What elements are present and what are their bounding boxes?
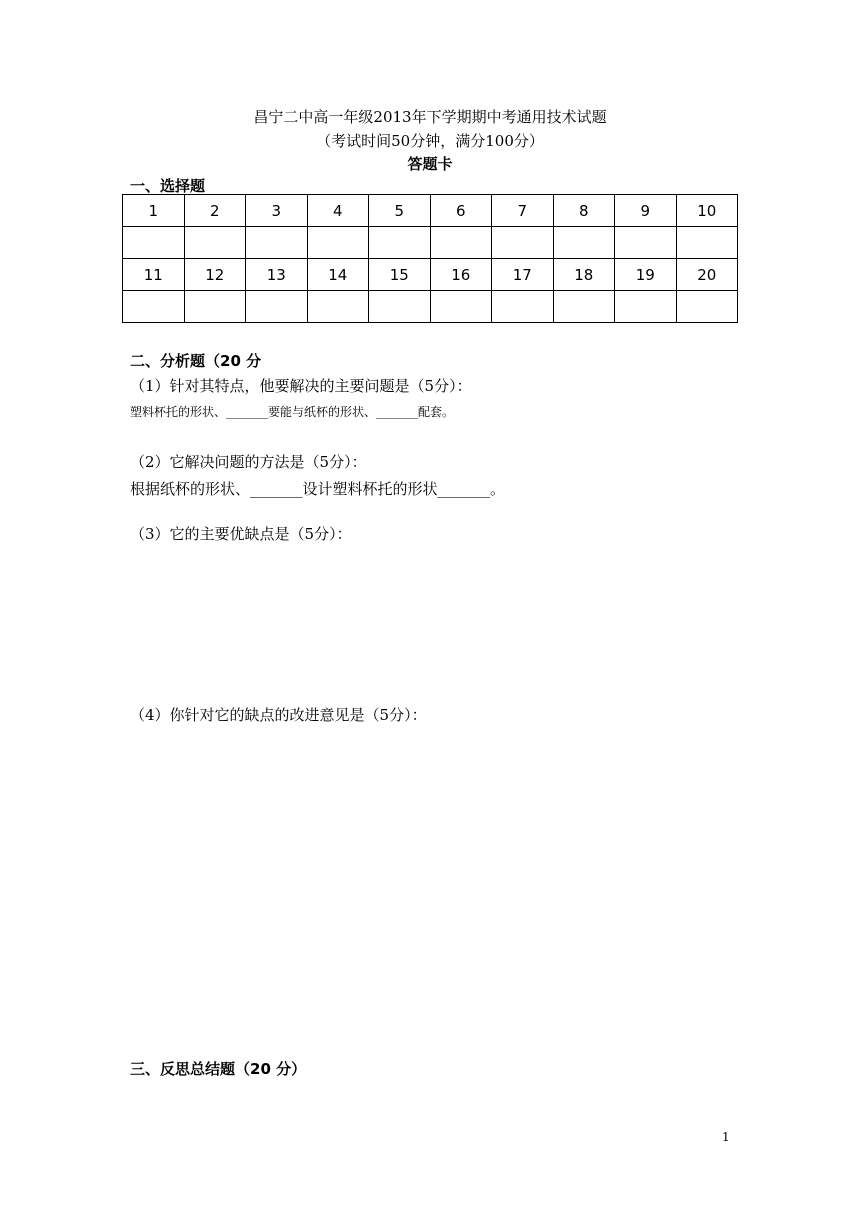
- question-number-cell: 17: [492, 259, 554, 291]
- answer-cell[interactable]: [307, 291, 369, 323]
- answer-cell[interactable]: [430, 227, 492, 259]
- answer-cell[interactable]: [123, 227, 185, 259]
- question-number-cell: 5: [369, 195, 431, 227]
- answer-cell[interactable]: [184, 227, 246, 259]
- question-1-answer-line: 塑料杯托的形状、_______要能与纸杯的形状、_______配套。: [130, 405, 455, 419]
- question-number-cell: 18: [553, 259, 615, 291]
- question-number-cell: 12: [184, 259, 246, 291]
- question-2-prompt: （2）它解决问题的方法是（5分）：: [130, 453, 367, 471]
- answer-number-row-1: [123, 195, 738, 227]
- exam-subtitle: （考试时间50分钟，满分100分）: [316, 132, 544, 150]
- page-number: 1: [722, 1130, 730, 1144]
- answer-cell[interactable]: [615, 227, 677, 259]
- exam-title: 昌宁二中高一年级2013年下学期期中考通用技术试题: [253, 108, 607, 126]
- question-number-cell: 14: [307, 259, 369, 291]
- question-number-cell: 20: [676, 259, 738, 291]
- answer-cell[interactable]: [123, 291, 185, 323]
- answer-cell[interactable]: [676, 227, 738, 259]
- question-2-answer-line: 根据纸杯的形状、_______设计塑料杯托的形状_______。: [130, 480, 506, 498]
- answer-sheet-title: 答题卡: [407, 155, 453, 173]
- section2-heading: 二、分析题（20 分: [130, 352, 262, 370]
- answer-blank-row-2: [123, 291, 738, 323]
- question-number-cell: 11: [123, 259, 185, 291]
- answer-number-row-2: [123, 259, 738, 291]
- question-number-cell: 9: [615, 195, 677, 227]
- section3-heading: 三、反思总结题（20 分）: [130, 1060, 307, 1078]
- question-number-cell: 4: [307, 195, 369, 227]
- answer-cell[interactable]: [553, 291, 615, 323]
- question-number-cell: 6: [430, 195, 492, 227]
- question-number-cell: 3: [246, 195, 308, 227]
- answer-cell[interactable]: [369, 227, 431, 259]
- question-number-cell: 15: [369, 259, 431, 291]
- question-number-cell: 10: [676, 195, 738, 227]
- answer-cell[interactable]: [307, 227, 369, 259]
- question-number-cell: 2: [184, 195, 246, 227]
- answer-cell[interactable]: [430, 291, 492, 323]
- question-number-cell: 8: [553, 195, 615, 227]
- answer-cell[interactable]: [492, 291, 554, 323]
- question-number-cell: 19: [615, 259, 677, 291]
- question-number-cell: 1: [123, 195, 185, 227]
- question-number-cell: 13: [246, 259, 308, 291]
- answer-cell[interactable]: [553, 227, 615, 259]
- answer-cell[interactable]: [246, 227, 308, 259]
- answer-cell[interactable]: [369, 291, 431, 323]
- question-3-prompt: （3）它的主要优缺点是（5分）：: [130, 525, 352, 543]
- answer-blank-row-1: [123, 227, 738, 259]
- answer-cell[interactable]: [676, 291, 738, 323]
- answer-grid: [122, 194, 738, 323]
- question-1-prompt: （1）针对其特点，他要解决的主要问题是（5分）：: [130, 377, 472, 395]
- answer-cell[interactable]: [184, 291, 246, 323]
- question-number-cell: 16: [430, 259, 492, 291]
- question-4-prompt: （4）你针对它的缺点的改进意见是（5分）：: [130, 706, 427, 724]
- answer-cell[interactable]: [492, 227, 554, 259]
- question-number-cell: 7: [492, 195, 554, 227]
- section1-heading: 一、选择题: [130, 177, 206, 195]
- answer-cell[interactable]: [246, 291, 308, 323]
- answer-cell[interactable]: [615, 291, 677, 323]
